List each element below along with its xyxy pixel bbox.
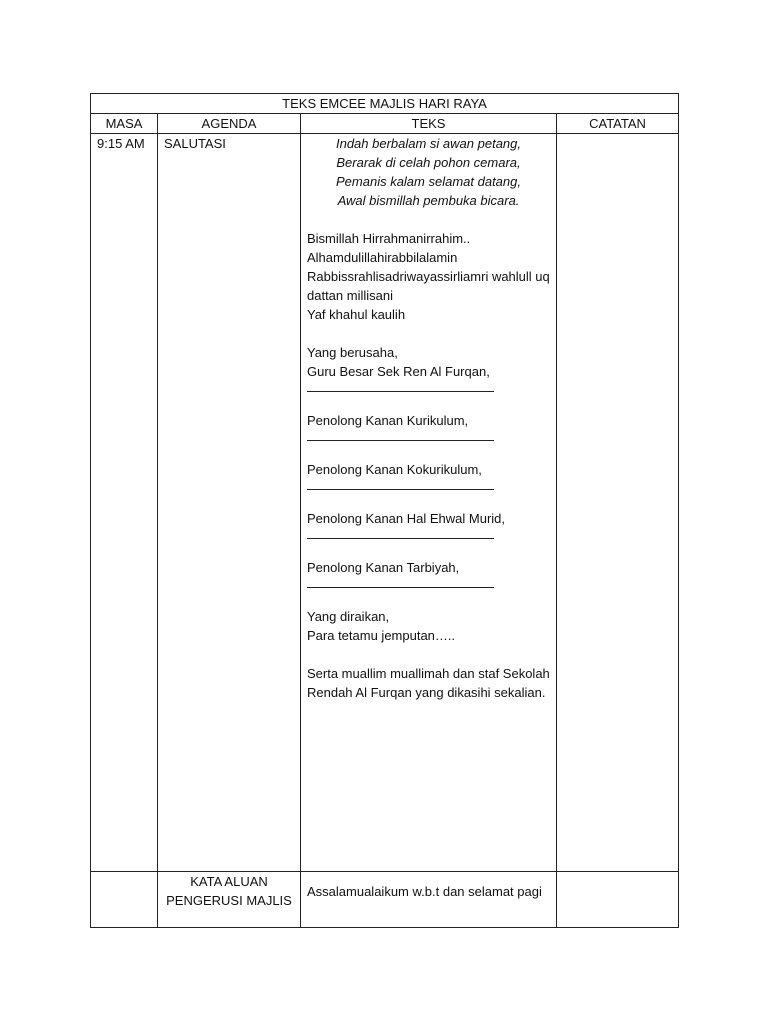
blank-line [307,381,494,392]
cell-catatan [557,872,679,928]
teks-line: Assalamualaikum w.b.t dan selamat pagi [307,884,542,899]
cell-agenda: SALUTASI [158,134,301,872]
header-catatan: CATATAN [557,114,679,134]
cell-catatan [557,134,679,872]
greeting-line: Yang diraikan, [307,609,390,624]
greeting-line: Para tetamu jemputan….. [307,628,456,643]
header-masa: MASA [91,114,158,134]
greeting-line: Penolong Kanan Kokurikulum, [307,462,482,477]
opening-block [307,229,550,324]
pantun-line: Awal bismillah pembuka bicara. [337,193,520,208]
opening-line: Alhamdulillahirabbilalamin [307,250,458,265]
opening-line: Yaf khahul kaulih [307,307,406,322]
pantun-line: Indah berbalam si awan petang, [335,136,521,151]
pantun-line: Berarak di celah pohon cemara, [336,155,521,170]
pantun-line: Pemanis kalam selamat datang, [336,174,521,189]
document-title: TEKS EMCEE MAJLIS HARI RAYA [91,94,679,114]
greeting-tetamu [307,607,550,645]
header-agenda: AGENDA [158,114,301,134]
blank-line [307,430,494,441]
opening-line: Rabbissrahlisadriwayassirliamri wahlull uq dattan millisani [307,269,550,303]
greeting-line: Guru Besar Sek Ren Al Furqan, [307,364,490,379]
cell-masa: 9:15 AM [91,134,158,872]
opening-line: Bismillah Hirrahmanirrahim.. [307,231,471,246]
greeting-pk-kurikulum [307,411,550,441]
table-row [91,872,679,928]
header-teks: TEKS [301,114,557,134]
greeting-line: Penolong Kanan Hal Ehwal Murid, [307,511,506,526]
pantun [307,134,550,210]
blank-line [307,479,494,490]
greeting-pk-kokurikulum [307,460,550,490]
greeting-line: Penolong Kanan Kurikulum, [307,413,469,428]
blank-line [307,577,494,588]
greeting-line: Penolong Kanan Tarbiyah, [307,560,460,575]
cell-teks [301,134,557,872]
greeting-guru-besar [307,343,550,392]
greeting-pk-tarbiyah [307,558,550,588]
cell-agenda: KATA ALUAN PENGERUSI MAJLIS [158,872,301,928]
emcee-script-table [90,93,679,928]
cell-teks [301,872,557,928]
cell-masa [91,872,158,928]
greeting-line: Yang berusaha, [307,345,398,360]
blank-line [307,528,494,539]
greeting-pk-hem [307,509,550,539]
greeting-staf: Serta muallim muallimah dan staf Sekolah Rendah Al Furqan yang dikasihi sekalian. [307,666,550,700]
table-row [91,134,679,872]
